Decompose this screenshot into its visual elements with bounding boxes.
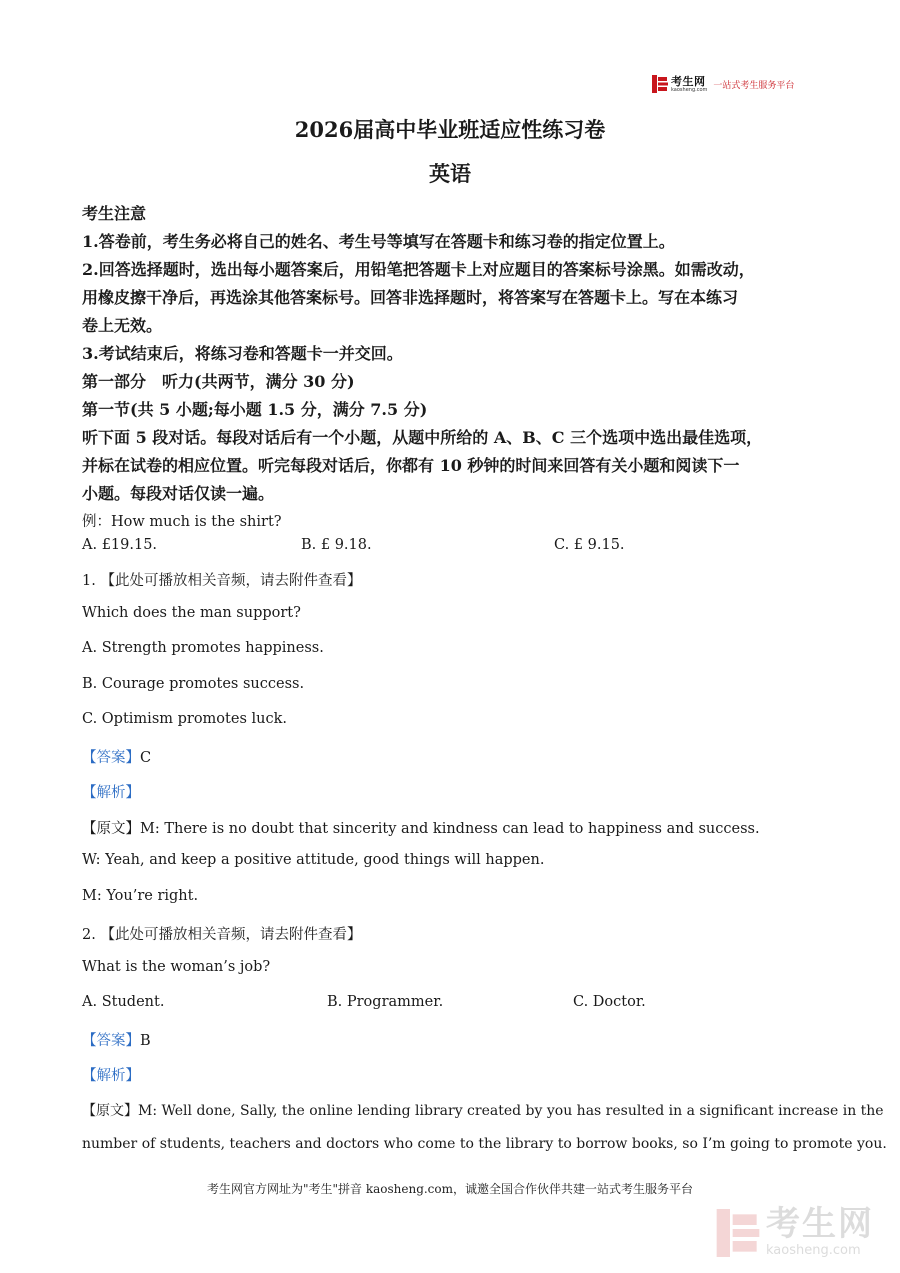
page-footer: 考生网官方网址为"考生"拼音 kaosheng.com，诚邀全国合作伙伴共建一站式考生服务平台	[206, 1182, 694, 1196]
instruction-line-3: 小题。每段对话仅读一遍。	[82, 484, 275, 503]
q1-option-b: B. Courage promotes success.	[82, 676, 305, 692]
q2-question: What is the woman’s job?	[82, 959, 271, 975]
notice-heading: 考生注意	[82, 204, 147, 223]
q2-number: 2. 【此处可播放相关音频，请去附件查看】	[82, 927, 362, 943]
instruction-line-1: 听下面 5 段对话。每段对话后有一个小题，从题中所给的 A、B、C 三个选项中选出最佳选项，	[82, 428, 763, 447]
q1-question: Which does the man support?	[82, 605, 301, 621]
q2-original-line-2: number of students, teachers and doctors who come to the library to borrow books, so I’m going to promote you.	[82, 1136, 887, 1152]
page-title: 2026届高中毕业班适应性练习卷	[294, 117, 606, 142]
q1-original-label: 【原文】	[82, 821, 140, 837]
example-question: 例：How much is the shirt?	[82, 514, 282, 530]
q2-answer-label: 【答案】	[82, 1033, 140, 1049]
notice-item-3: 3.考试结束后，将练习卷和答题卡一并交回。	[82, 344, 403, 363]
q1-option-a: A. Strength promotes happiness.	[82, 640, 324, 656]
kaosheng-logo-icon	[652, 75, 668, 93]
q2-option-a: A. Student.	[82, 994, 165, 1010]
q2-original-line-1	[82, 1100, 884, 1120]
q1-answer-label: 【答案】	[82, 750, 140, 766]
watermark-url: kaosheng.com	[766, 1243, 861, 1258]
q2-original-label: 【原文】	[82, 1103, 138, 1119]
notice-item-2-line-3: 卷上无效。	[82, 316, 163, 335]
logo-name: 考生网	[671, 74, 706, 88]
subject-title: 英语	[429, 161, 471, 186]
q1-answer-value: C	[140, 750, 152, 766]
q2-answer-value: B	[140, 1033, 151, 1049]
q1-original-line-2: W: Yeah, and keep a positive attitude, good things will happen.	[82, 852, 545, 868]
notice-item-2-line-2: 用橡皮擦干净后，再选涂其他答案标号。回答非选择题时，将答案写在答题卡上。写在本练习	[82, 288, 739, 307]
section1-heading: 第一节(共 5 小题;每小题 1.5 分，满分 7.5 分)	[82, 400, 428, 419]
q2-analysis-label: 【解析】	[82, 1068, 140, 1084]
q2-answer	[82, 1029, 151, 1050]
example-option-b: B. £ 9.18.	[301, 537, 372, 553]
q1-answer	[82, 746, 151, 767]
header-logo	[652, 74, 794, 94]
watermark-logo	[716, 1204, 874, 1258]
q2-option-c: C. Doctor.	[573, 994, 646, 1010]
notice-item-2-line-1: 2.回答选择题时，选出每小题答案后，用铅笔把答题卡上对应题目的答案标号涂黑。如需改动，	[82, 260, 755, 279]
q1-original-line-3: M: You’re right.	[82, 888, 199, 904]
example-option-a: A. £19.15.	[82, 537, 158, 553]
example-option-c: C. £ 9.15.	[554, 537, 625, 553]
q1-number: 1. 【此处可播放相关音频，请去附件查看】	[82, 573, 362, 589]
q1-original-line-1	[82, 817, 760, 838]
q2-original-text: M: Well done, Sally, the online lending library created by you has resulted in a significant increase in the	[138, 1103, 884, 1119]
q1-option-c: C. Optimism promotes luck.	[82, 711, 287, 727]
q1-original-text: M: There is no doubt that sincerity and kindness can lead to happiness and success.	[140, 821, 760, 837]
kaosheng-watermark-icon	[716, 1209, 760, 1257]
notice-item-1: 1.答卷前，考生务必将自己的姓名、考生号等填写在答题卡和练习卷的指定位置上。	[82, 232, 675, 251]
logo-slogan: 一站式考生服务平台	[713, 80, 795, 91]
instruction-line-2: 并标在试卷的相应位置。听完每段对话后，你都有 10 秒钟的时间来回答有关小题和阅读下一	[82, 456, 740, 475]
part1-heading: 第一部分 听力(共两节，满分 30 分)	[82, 372, 355, 391]
logo-url: kaosheng.com	[671, 86, 708, 93]
watermark-name: 考生网	[766, 1204, 874, 1244]
q2-option-b: B. Programmer.	[327, 994, 444, 1010]
q1-analysis-label: 【解析】	[82, 785, 140, 801]
